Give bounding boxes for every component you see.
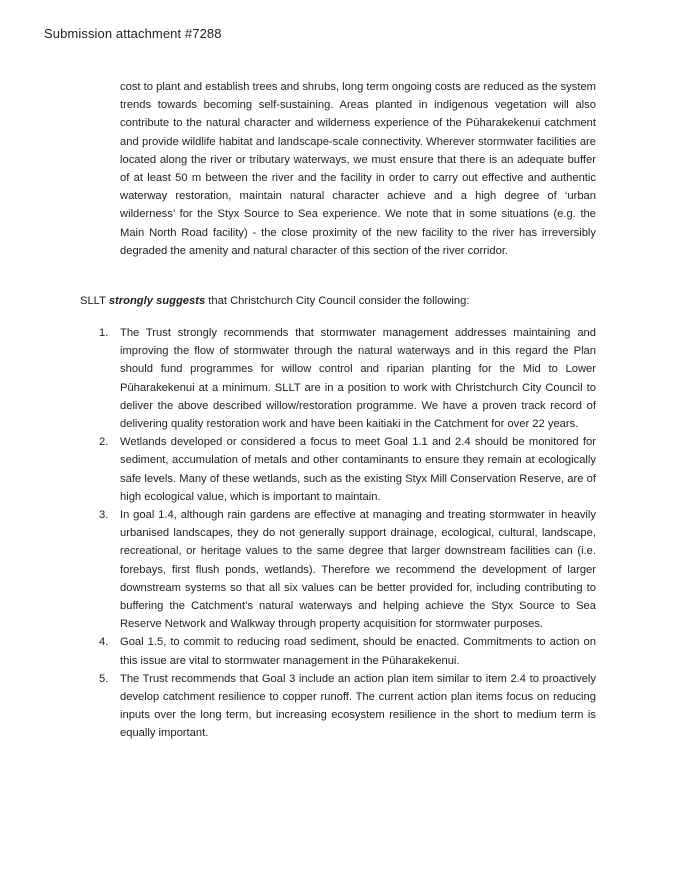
list-item	[92, 433, 596, 506]
lead-prefix: SLLT	[80, 295, 109, 307]
document-header: Submission attachment #7288	[44, 26, 222, 41]
list-item-number: 5.	[99, 672, 109, 685]
lead-emphasis: strongly suggests	[108, 295, 206, 307]
list-item-text: In goal 1.4, although rain gardens are effective at managing and treating stormwater in heavily urbanised landscapes, they do not generally support drainage, ecological, cultural, landscape, recreational, or heritage values to the same degree that larger downstream facilities can (i.e. forebays, first flush ponds, wetlands). Therefore we recommend the development of larger downstream systems so that all six values can be better provided for, including contributing to buffering the Catchment’s natural waterways and helping achieve the Styx Source to Sea Reserve Network and Walkway through property acquisition for stormwater purposes.	[120, 509, 596, 631]
lead-suffix: that Christchurch City Council consider the following:	[205, 295, 470, 307]
recommendations-list	[92, 324, 596, 743]
intro-paragraph: cost to plant and establish trees and shrubs, long term ongoing costs are reduced as the system trends towards becoming self-sustaining. Areas planted in indigenous vegetation will also contribute to the natural character and wilderness experience of the Pūharakekenui catchment and provide wildlife habitat and landscape-scale connectivity. Wherever stormwater facilities are located along the river or tributary waterways, we must ensure that there is an adequate buffer of at least 50 m between the river and the facility in order to carry out effective and authentic waterway restoration, maintain natural character achieve and a high degree of ‘urban wilderness’ for the Styx Source to Sea experience. We note that in some situations (e.g. the Main North Road facility) - the close proximity of the new facility to the river has irreversibly degraded the amenity and natural character of this section of the river corridor.	[120, 81, 596, 257]
list-item-number: 3.	[99, 509, 109, 522]
list-item	[92, 506, 596, 633]
lead-sentence	[80, 292, 600, 310]
list-item-number: 1.	[99, 327, 109, 339]
list-item	[92, 633, 596, 669]
list-item-text: The Trust strongly recommends that stormwater management addresses maintaining and improving the flow of stormwater through the natural waterways and in this regard the Plan should fund programmes for willow control and riparian planting for the Mid to Lower Pūharakekenui at a minimum. SLLT are in a position to work with Christchurch City Council to deliver the above described willow/restoration programme. We have a proven track record of delivering quality restoration work and have been kaitiaki in the Catchment for over 22 years.	[120, 327, 596, 431]
list-item-text: Wetlands developed or considered a focus to meet Goal 1.1 and 2.4 should be monitored for sediment, accumulation of metals and other contaminants to ensure they remain at ecologically safe levels. Many of these wetlands, such as the existing Styx Mill Conservation Reserve, are of high ecological value, which is important to maintain.	[120, 436, 596, 503]
list-item	[92, 324, 596, 433]
list-item-number: 4.	[99, 636, 109, 649]
list-item	[92, 670, 596, 743]
list-item-text: The Trust recommends that Goal 3 include an action plan item similar to item 2.4 to proactively develop catchment resilience to copper runoff. The current action plan items focus on reducing inputs over the long term, but increasing ecosystem resilience in the short to medium term is equally important.	[120, 672, 596, 740]
list-item-text: Goal 1.5, to commit to reducing road sediment, should be enacted. Commitments to action on this issue are vital to stormwater management in the Pūharakekenui.	[120, 636, 596, 667]
list-item-number: 2.	[99, 436, 109, 449]
